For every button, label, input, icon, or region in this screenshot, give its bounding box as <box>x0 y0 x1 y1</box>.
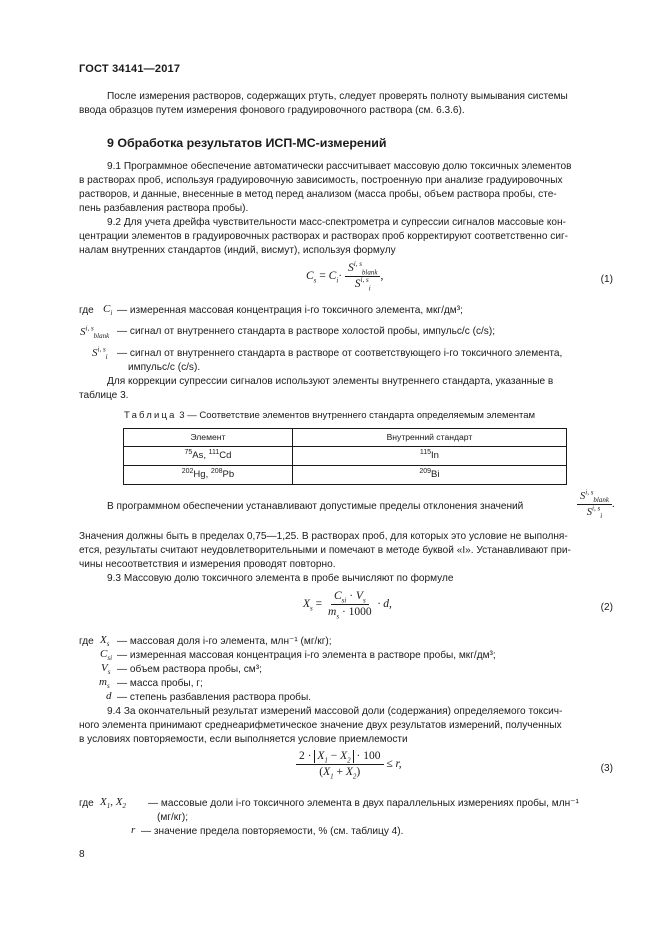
p9-4-line-1: 9.4 За окончательный результат измерений массовой доли (содержания) определяемого токсич- <box>107 706 563 717</box>
equation-1: $C_s = C_i\cdot$ $\frac{S^{i, s}_{blank}}{S^{i, s}_i}$ , <box>306 260 384 293</box>
defs3-text-r: — значение предела повторяемости, % (см. таблицу 4). <box>141 826 404 837</box>
p-corr-line-2: таблице 3. <box>79 390 129 401</box>
eq1-fraction: $\frac{S^{i, s}_{blank}}{S^{i, s}_i}$ <box>345 262 380 291</box>
defs1-text-si: — сигнал от внутреннего стандарта в растворе от соответствующего i-го токсичного элемента, <box>117 348 563 359</box>
defs2-sym-d: d <box>106 690 112 702</box>
defs3-where: где <box>79 798 94 809</box>
p9-2-line-1: 9.2 Для учета дрейфа чувствительности масс-спектрометра и супрессии сигналов массовые кон- <box>107 217 566 228</box>
p9-4-line-2: ного элемента принимают среднеарифметическое значение двух результатов измерений, полученных <box>79 720 562 731</box>
p-limits-line-3: ется, результаты считают неудовлетворительными и помечают в методе буквой «I». Устанавливают при- <box>79 545 571 556</box>
defs1-sym-ci: $C_i$ <box>103 303 113 318</box>
defs2-sym-ms: $m_s$ <box>99 676 110 691</box>
table-header-row <box>124 429 567 447</box>
equation-2: $X_s$ = $\frac{C_{si} \cdot V_s}{m_s \cdot 1000}$ · d, <box>303 590 392 621</box>
defs1-where: где <box>79 305 94 316</box>
defs1-sym-sblank: S$^{i, s}_{blank}$ <box>80 324 110 341</box>
defs2-sym-vs: $V_s$ <box>101 662 111 677</box>
p9-1-line-2: в растворах проб, используя градуировочную зависимость, построенную при анализе градуировочных <box>79 175 563 186</box>
defs1-sym-si: S$^{i, s}_i$ <box>92 345 108 362</box>
p9-3-line-1: 9.3 Массовую долю токсичного элемента в пробе вычисляют по формуле <box>107 573 454 584</box>
p9-2-line-2: центрации элементов в градуировочных растворах и растворах проб корректируют соответственно сиг- <box>79 231 569 242</box>
defs1-text-sblank: — сигнал от внутреннего стандарта в растворе холостой пробы, импульс/с (c/s); <box>117 326 496 337</box>
eq1-lhs: C <box>306 270 314 283</box>
defs2-sym-xs: $X_s$ <box>100 634 110 649</box>
p9-1-line-4: пень разбавления раствора пробы). <box>79 203 249 214</box>
p9-4-line-3: в условиях повторяемости, если выполняется условие приемлемости <box>79 734 408 745</box>
defs2-text-vs: — объем раствора пробы, см³; <box>117 664 262 675</box>
p-limits-fraction: $\frac{S^{i, s}_{blank}}{S^{i, s}_i}$ . <box>577 490 615 519</box>
table-header-standard: Внутренний стандарт <box>292 429 566 447</box>
defs2-text-ms: — масса пробы, г; <box>117 678 203 689</box>
intro-line-1: После измерения растворов, содержащих ртуть, следует проверять полноту вымывания системы <box>107 91 568 102</box>
table-cell-standard: $^{115}$In <box>292 447 566 466</box>
defs1-text-ci: — измеренная массовая концентрация i-го токсичного элемента, мкг/дм³; <box>117 305 463 316</box>
table-cell-element: $^{202}$Hg, $^{208}$Pb <box>124 466 293 485</box>
defs3-sym-r: r <box>131 824 136 836</box>
eq2-fraction: $\frac{C_{si} \cdot V_s}{m_s \cdot 1000}$ <box>328 590 372 621</box>
document-header: ГОСТ 34141—2017 <box>79 63 181 75</box>
defs2-text-csi: — измеренная массовая концентрация i-го элемента в растворе пробы, мкг/дм³; <box>117 650 496 661</box>
p9-1-line-3: растворов, и данные, внесенные в метод перед анализом (масса пробы, объем раствора пробы, сте- <box>79 189 557 200</box>
defs3-text-x1x2-2: (мг/кг); <box>157 812 189 823</box>
p9-2-line-3: налам внутренних стандартов (индий, висмут), используя формулу <box>79 245 396 256</box>
table-row <box>124 466 567 485</box>
defs2-text-d: — степень разбавления раствора пробы. <box>117 692 312 703</box>
intro-line-2: ввода образцов путем измерения фонового градуировочного раствора (см. 6.3.6). <box>79 105 465 116</box>
p-limits-line-1: В программном обеспечении устанавливают допустимые пределы отклонения значений <box>107 501 524 512</box>
defs2-where: где <box>79 636 94 647</box>
table-cell-standard: $^{209}$Bi <box>292 466 566 485</box>
defs3-text-x1x2: — массовые доли i-го токсичного элемента в двух параллельных измерениях пробы, млн⁻¹ <box>148 798 579 809</box>
equation-2-number: (2) <box>600 602 613 613</box>
page-number: 8 <box>79 849 85 860</box>
defs3-sym-x1x2: $X_1$, $X_2$ <box>100 796 126 811</box>
defs1-text-si-2: импульс/с (c/s). <box>128 362 201 373</box>
equation-1-number: (1) <box>600 274 613 285</box>
defs2-sym-csi: $C_{si}$ <box>100 648 113 663</box>
eq3-fraction: $\frac{2 \cdot X_1 - X_2 \cdot 100}{(X_1 + X_2)}$ <box>296 750 384 779</box>
equation-3: $\frac{2 \cdot X_1 - X_2 \cdot 100}{(X_1 + X_2)}$ ≤ r, <box>296 750 402 779</box>
p-limits-line-4: чины несоответствия и измерения проводят повторно. <box>79 559 336 570</box>
table-cell-element: $^{75}$As, $^{111}$Cd <box>124 447 293 466</box>
table-caption: Таблица 3 — Соответствие элементов внутреннего стандарта определяемым элементам <box>124 410 536 421</box>
table-header-element: Элемент <box>124 429 293 447</box>
section-title: 9 Обработка результатов ИСП-МС-измерений <box>107 136 387 150</box>
table-row <box>124 447 567 466</box>
table-3 <box>123 428 567 485</box>
equation-3-number: (3) <box>600 763 613 774</box>
p-corr-line-1: Для коррекции супрессии сигналов используют элементы внутреннего стандарта, указанные в <box>107 376 554 387</box>
p-limits-line-2: Значения должны быть в пределах 0,75—1,25. В растворах проб, для которых это условие не выполня- <box>79 531 568 542</box>
defs2-text-xs: — массовая доля i-го элемента, млн⁻¹ (мг/кг); <box>117 636 332 647</box>
p9-1-line-1: 9.1 Программное обеспечение автоматически рассчитывает массовую долю токсичных элементов <box>107 161 572 172</box>
